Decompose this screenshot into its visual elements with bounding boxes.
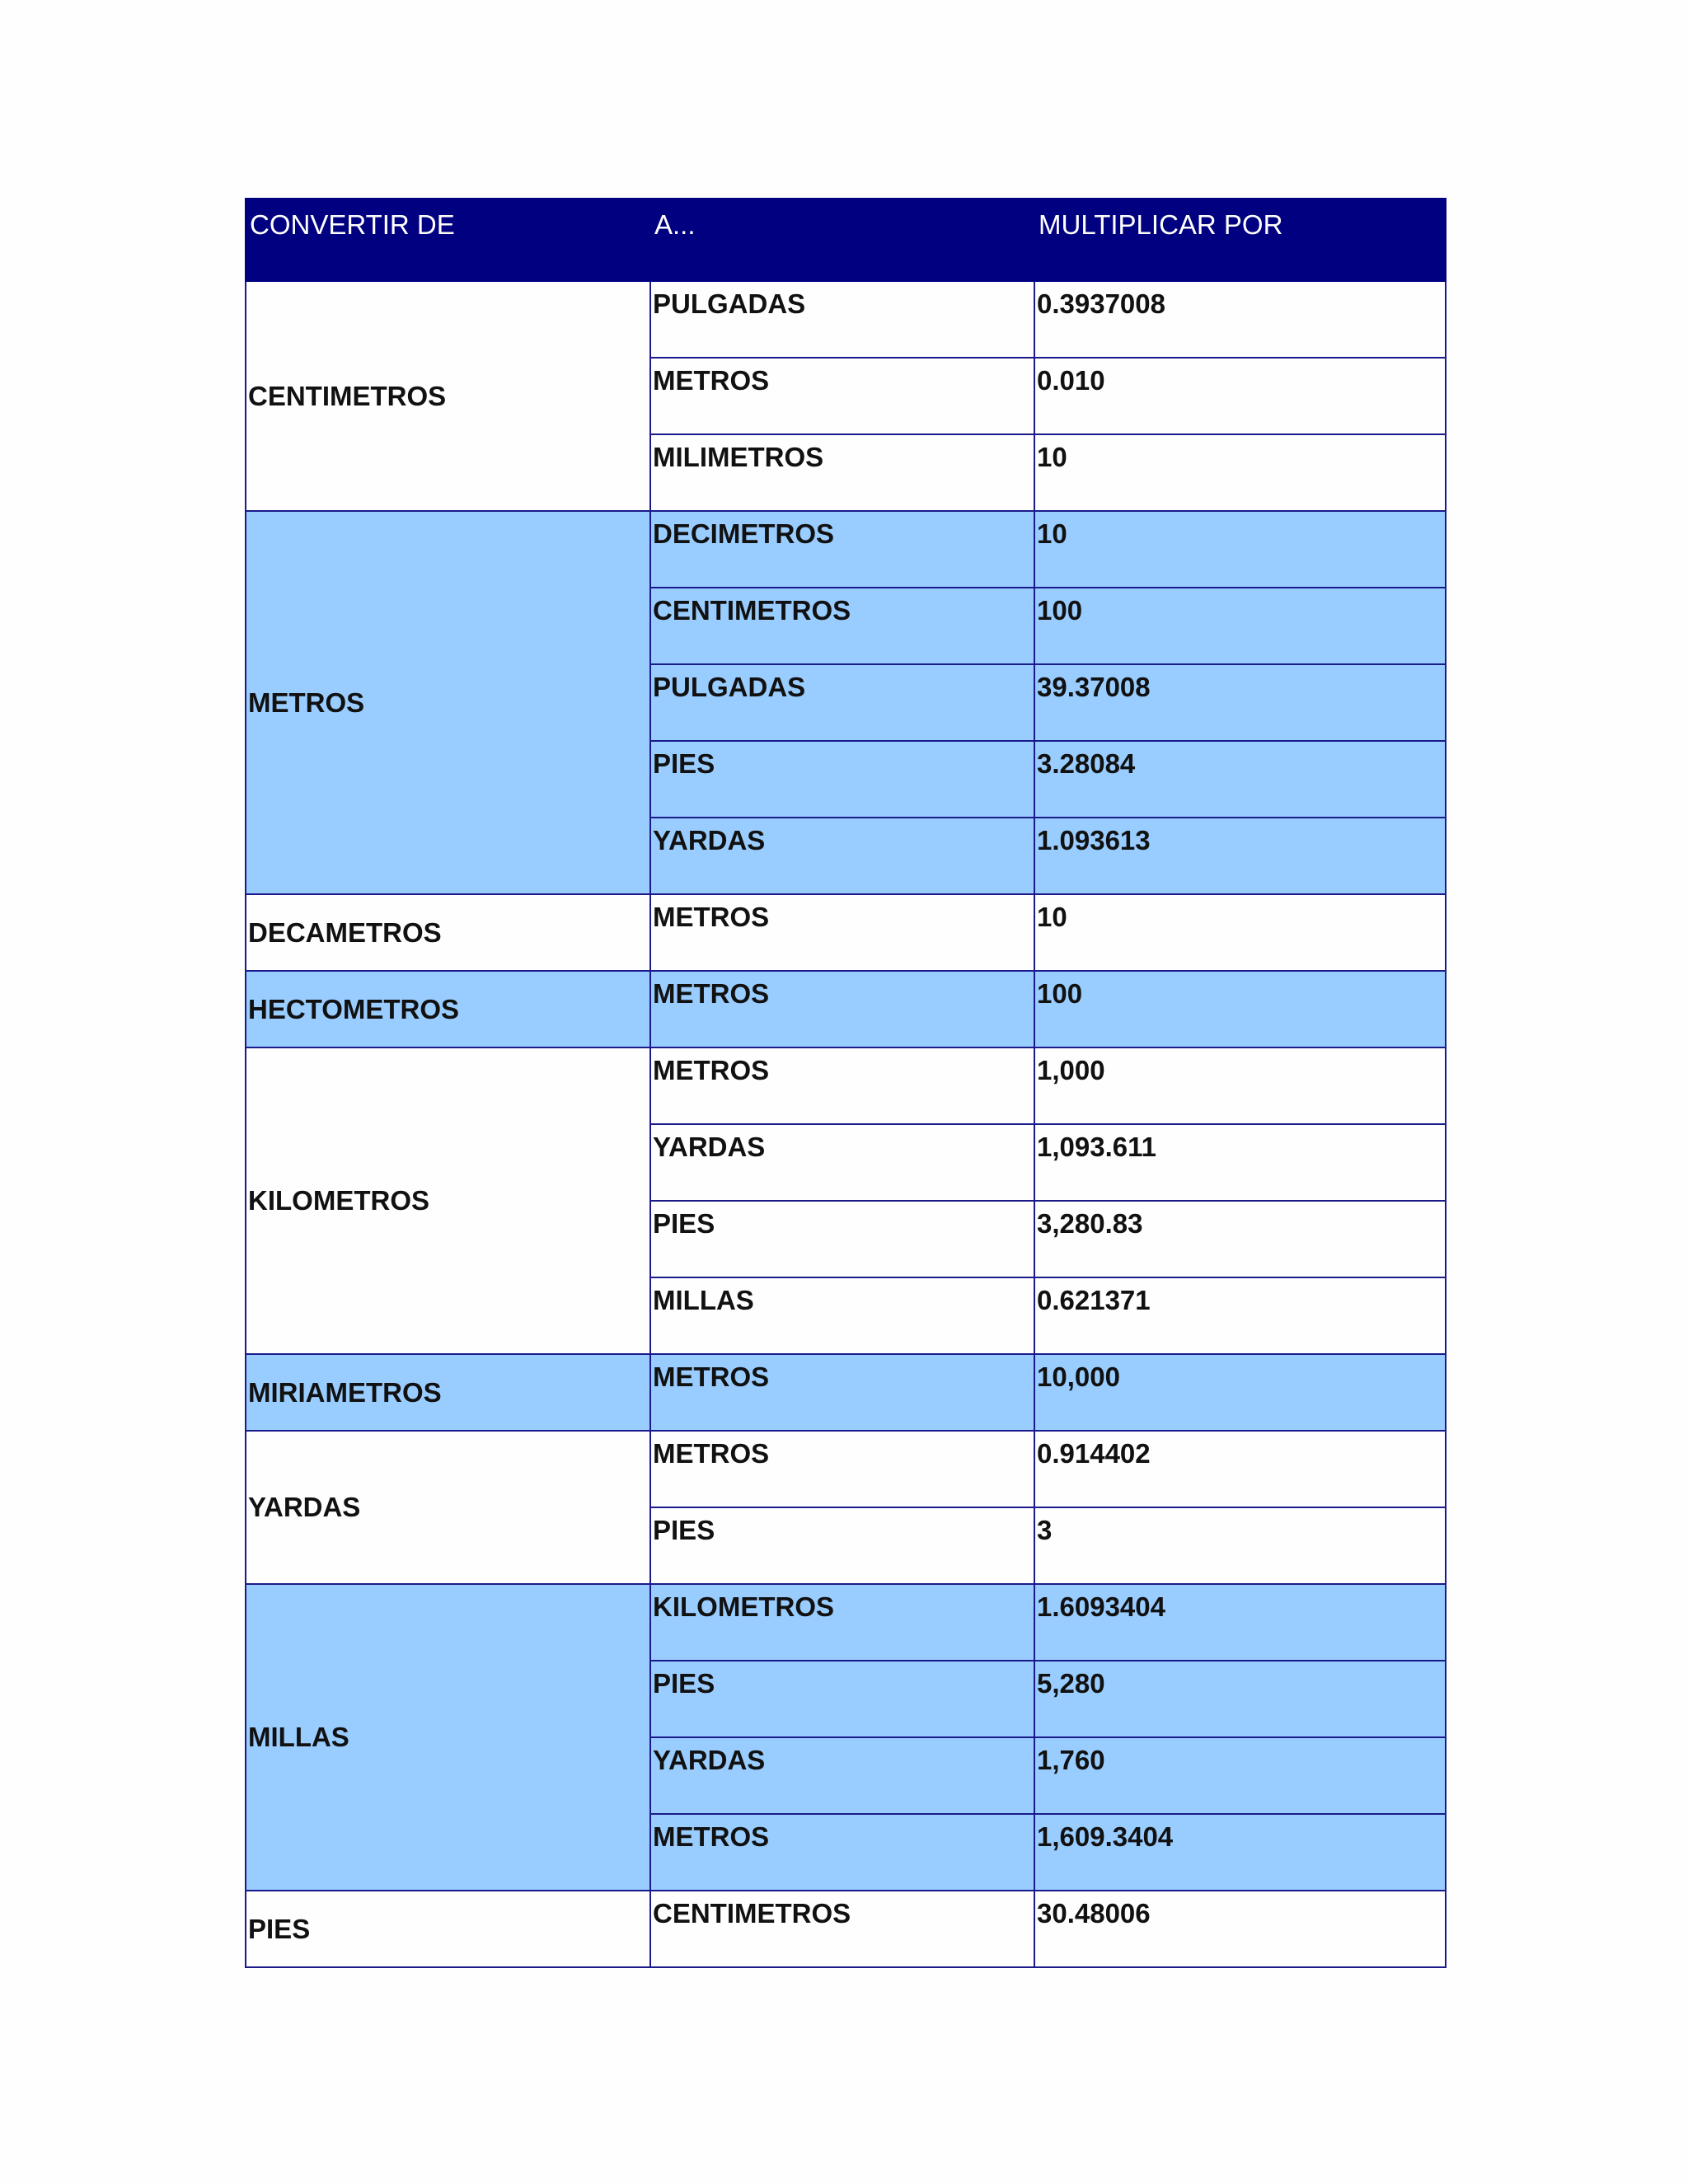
factor-cell: 3 xyxy=(1034,1507,1446,1584)
from-unit-cell: KILOMETROS xyxy=(246,1047,650,1354)
header-convertir-de: CONVERTIR DE xyxy=(246,199,650,281)
to-unit-cell: YARDAS xyxy=(650,1737,1034,1814)
to-unit-cell: PIES xyxy=(650,1661,1034,1737)
to-unit-cell: METROS xyxy=(650,1431,1034,1507)
factor-cell: 10 xyxy=(1034,511,1446,588)
factor-cell: 0.3937008 xyxy=(1034,281,1446,358)
factor-cell: 1,760 xyxy=(1034,1737,1446,1814)
to-unit-cell: PULGADAS xyxy=(650,281,1034,358)
header-multiplicar-por: MULTIPLICAR POR xyxy=(1034,199,1446,281)
factor-cell: 0.914402 xyxy=(1034,1431,1446,1507)
table-row xyxy=(246,1891,1446,1967)
from-unit-cell: HECTOMETROS xyxy=(246,971,650,1047)
factor-cell: 3.28084 xyxy=(1034,741,1446,818)
factor-cell: 10 xyxy=(1034,894,1446,971)
from-unit-cell: DECAMETROS xyxy=(246,894,650,971)
table-row xyxy=(246,1354,1446,1431)
to-unit-cell: PIES xyxy=(650,1507,1034,1584)
to-unit-cell: PIES xyxy=(650,741,1034,818)
header-a: A... xyxy=(650,199,1034,281)
factor-cell: 0.010 xyxy=(1034,358,1446,434)
from-unit-cell: YARDAS xyxy=(246,1431,650,1584)
factor-cell: 1.093613 xyxy=(1034,818,1446,894)
factor-cell: 1,093.611 xyxy=(1034,1124,1446,1201)
table-row xyxy=(246,894,1446,971)
from-unit-cell: MILLAS xyxy=(246,1584,650,1891)
factor-cell: 30.48006 xyxy=(1034,1891,1446,1967)
table-row xyxy=(246,1584,1446,1661)
to-unit-cell: METROS xyxy=(650,894,1034,971)
header-row xyxy=(246,199,1446,281)
to-unit-cell: YARDAS xyxy=(650,1124,1034,1201)
to-unit-cell: MILIMETROS xyxy=(650,434,1034,511)
table-row xyxy=(246,281,1446,358)
to-unit-cell: DECIMETROS xyxy=(650,511,1034,588)
to-unit-cell: METROS xyxy=(650,1354,1034,1431)
factor-cell: 39.37008 xyxy=(1034,664,1446,741)
table-row xyxy=(246,1047,1446,1124)
table-body xyxy=(246,281,1446,1967)
to-unit-cell: YARDAS xyxy=(650,818,1034,894)
to-unit-cell: METROS xyxy=(650,971,1034,1047)
factor-cell: 10 xyxy=(1034,434,1446,511)
to-unit-cell: CENTIMETROS xyxy=(650,1891,1034,1967)
from-unit-cell: METROS xyxy=(246,511,650,894)
factor-cell: 3,280.83 xyxy=(1034,1201,1446,1277)
factor-cell: 1.6093404 xyxy=(1034,1584,1446,1661)
to-unit-cell: METROS xyxy=(650,1814,1034,1891)
to-unit-cell: MILLAS xyxy=(650,1277,1034,1354)
factor-cell: 100 xyxy=(1034,971,1446,1047)
table-row xyxy=(246,971,1446,1047)
from-unit-cell: CENTIMETROS xyxy=(246,281,650,511)
factor-cell: 1,609.3404 xyxy=(1034,1814,1446,1891)
conversion-table xyxy=(245,198,1447,1968)
factor-cell: 5,280 xyxy=(1034,1661,1446,1737)
to-unit-cell: CENTIMETROS xyxy=(650,588,1034,664)
factor-cell: 0.621371 xyxy=(1034,1277,1446,1354)
from-unit-cell: PIES xyxy=(246,1891,650,1967)
to-unit-cell: METROS xyxy=(650,1047,1034,1124)
to-unit-cell: KILOMETROS xyxy=(650,1584,1034,1661)
to-unit-cell: PULGADAS xyxy=(650,664,1034,741)
to-unit-cell: METROS xyxy=(650,358,1034,434)
from-unit-cell: MIRIAMETROS xyxy=(246,1354,650,1431)
table-row xyxy=(246,1431,1446,1507)
to-unit-cell: PIES xyxy=(650,1201,1034,1277)
factor-cell: 10,000 xyxy=(1034,1354,1446,1431)
table-row xyxy=(246,511,1446,588)
factor-cell: 100 xyxy=(1034,588,1446,664)
factor-cell: 1,000 xyxy=(1034,1047,1446,1124)
